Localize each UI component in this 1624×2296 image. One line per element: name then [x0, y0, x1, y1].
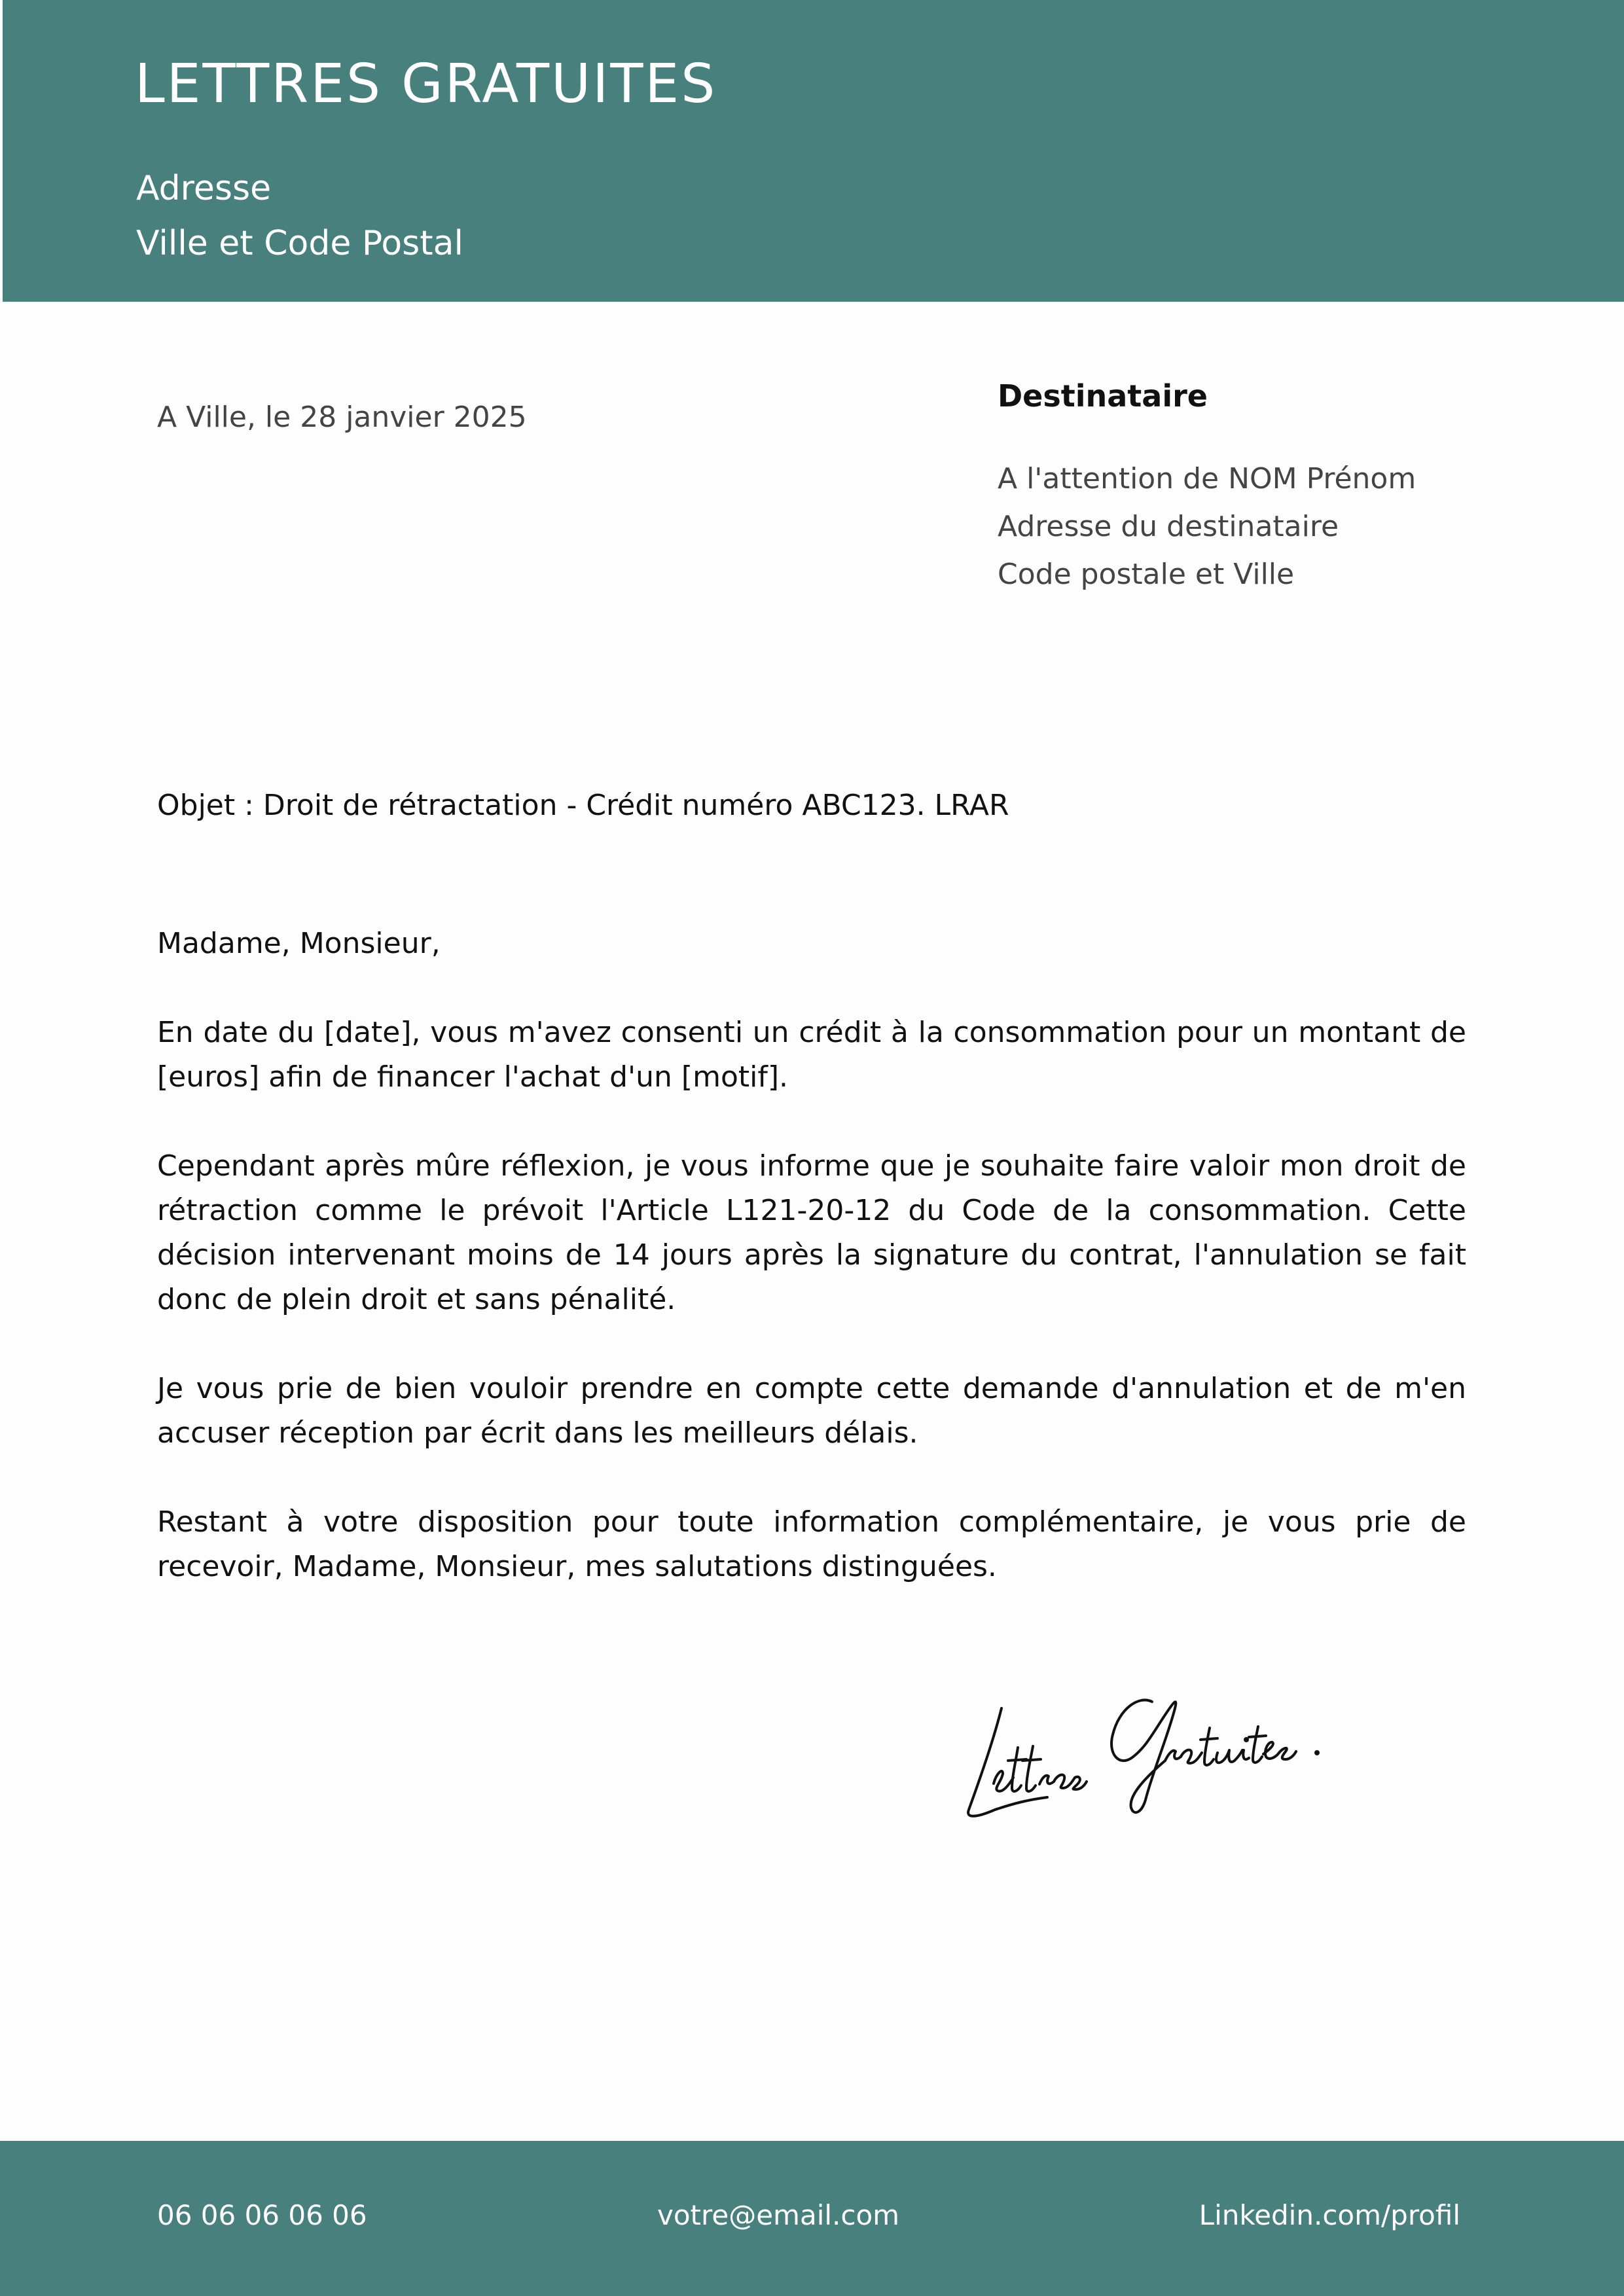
footer-phone: 06 06 06 06 06	[157, 2199, 367, 2231]
footer-linkedin[interactable]: Linkedin.com/profil	[1199, 2199, 1460, 2231]
date-line: A Ville, le 28 janvier 2025	[157, 401, 527, 434]
letter-subject: Objet : Droit de rétractation - Crédit numéro ABC123. LRAR	[157, 789, 1009, 822]
letter-body	[157, 922, 1466, 1634]
brand-title: LETTRES GRATUITES	[135, 53, 717, 115]
body-paragraph: En date du [date], vous m'avez consenti un crédit à la consommation pour un montant de [euros] afin de financer l'achat d'un [motif].	[157, 1016, 1466, 1094]
recipient-line: Adresse du destinataire	[998, 510, 1339, 543]
recipient-block	[998, 455, 1416, 598]
body-paragraph: Je vous prie de bien vouloir prendre en compte cette demande d'annulation et de m'en accuser réception par écrit dans les meilleurs délais.	[157, 1372, 1466, 1450]
body-paragraph: Cependant après mûre réflexion, je vous informe que je souhaite faire valoir mon droit de rétraction comme le prévoit l'Article L121-20-12 du Code de la consommation. Cette décision intervenant moins de 14 jours après la signature du contrat, l'annulation se fait donc de plein droit et sans pénalité.	[157, 1149, 1466, 1316]
recipient-line: Code postale et Ville	[998, 558, 1295, 591]
salutation: Madame, Monsieur,	[157, 927, 441, 960]
sender-address: Adresse	[136, 169, 272, 208]
sender-city: Ville et Code Postal	[136, 224, 463, 263]
body-paragraph: Restant à votre disposition pour toute information complémentaire, je vous prie de recevoir, Madame, Monsieur, mes salutations distinguées.	[157, 1505, 1466, 1583]
recipient-line: A l'attention de NOM Prénom	[998, 462, 1416, 495]
footer-email[interactable]: votre@email.com	[657, 2199, 900, 2231]
handwritten-signature	[956, 1669, 1348, 1839]
recipient-title: Destinataire	[998, 378, 1208, 414]
